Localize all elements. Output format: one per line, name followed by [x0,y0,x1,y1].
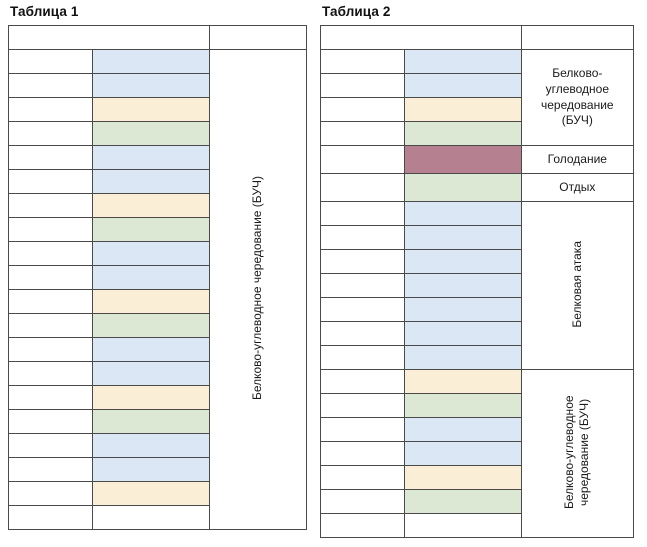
diet-label [93,410,209,434]
diet-label [93,74,209,98]
diet-label [93,290,209,314]
diet-label [405,298,521,322]
diet-label [405,442,521,466]
diet-label [405,346,521,370]
day-label [321,174,405,202]
diet-label [405,74,521,98]
day-label [9,98,93,122]
day-label [9,50,93,74]
side-label-text: Белково-углеводное чередование (БУЧ) [250,175,265,401]
diet-label [93,218,209,242]
table-row [321,50,634,74]
diet-label [93,458,209,482]
diet-label [405,226,521,250]
day-label [9,482,93,506]
table-1-header-row [9,26,307,50]
diet-label [405,370,521,394]
diet-label [405,202,521,226]
phase-group-label [521,202,633,370]
diet-label [405,250,521,274]
day-label [9,242,93,266]
table-row [9,50,307,74]
day-label [9,290,93,314]
day-label [9,122,93,146]
day-label [321,122,405,146]
diet-label [93,506,209,530]
day-label [321,322,405,346]
day-label [9,434,93,458]
phase-group-label [521,370,633,538]
diet-label [93,98,209,122]
day-label [9,410,93,434]
day-label [321,226,405,250]
table-row [321,146,634,174]
day-label [321,50,405,74]
side-label-buch [209,50,306,530]
diet-label [93,338,209,362]
day-label [9,506,93,530]
table-row [321,174,634,202]
day-label [321,298,405,322]
diet-label [405,146,521,174]
diet-label [93,266,209,290]
diet-label [93,314,209,338]
table-1-title: Таблица 1 [10,4,79,19]
day-label [321,514,405,538]
table-row [321,202,634,226]
day-label [9,338,93,362]
table-2-header-spacer [521,26,633,50]
diet-label [405,514,521,538]
table-1 [8,25,307,530]
diet-label [405,322,521,346]
day-label [321,394,405,418]
diet-label [93,50,209,74]
diet-label [405,174,521,202]
phase-group-label: Голодание [521,146,633,174]
table-1-header-spacer [209,26,306,50]
diet-label [93,242,209,266]
day-label [321,274,405,298]
diet-label [93,194,209,218]
day-label [9,194,93,218]
day-label [321,202,405,226]
day-label [321,346,405,370]
day-label [321,466,405,490]
table-2 [320,25,634,538]
day-label [321,442,405,466]
day-label [321,146,405,174]
phase-group-label: Белково-углеводное чередование (БУЧ) [521,50,633,146]
diet-label [93,146,209,170]
phase-group-label: Отдых [521,174,633,202]
table-block-1 [8,0,313,530]
day-label [9,266,93,290]
table-row [321,370,634,394]
table-block-2 [320,0,640,538]
diet-label [93,170,209,194]
day-label [9,386,93,410]
day-label [321,370,405,394]
diet-label [93,122,209,146]
day-label [9,362,93,386]
diet-label [93,434,209,458]
table-1-header-label [9,26,210,50]
diet-label [405,418,521,442]
day-label [9,314,93,338]
table-2-title: Таблица 2 [322,4,391,19]
day-label [321,98,405,122]
phase-group-label-text: Белково-углеводное чередование (БУЧ) [562,395,592,509]
day-label [9,170,93,194]
diet-label [405,98,521,122]
table-2-header-row [321,26,634,50]
diet-label [405,490,521,514]
diet-label [405,50,521,74]
diet-label [405,274,521,298]
diet-label [93,386,209,410]
day-label [9,218,93,242]
day-label [9,74,93,98]
day-label [321,490,405,514]
day-label [9,458,93,482]
day-label [321,418,405,442]
diet-label [405,122,521,146]
table-2-header-label [321,26,522,50]
day-label [321,250,405,274]
diet-label [93,362,209,386]
diet-label [405,394,521,418]
day-label [9,146,93,170]
diet-label [93,482,209,506]
diet-label [405,466,521,490]
day-label [321,74,405,98]
phase-group-label-text: Белковая атака [569,240,584,328]
